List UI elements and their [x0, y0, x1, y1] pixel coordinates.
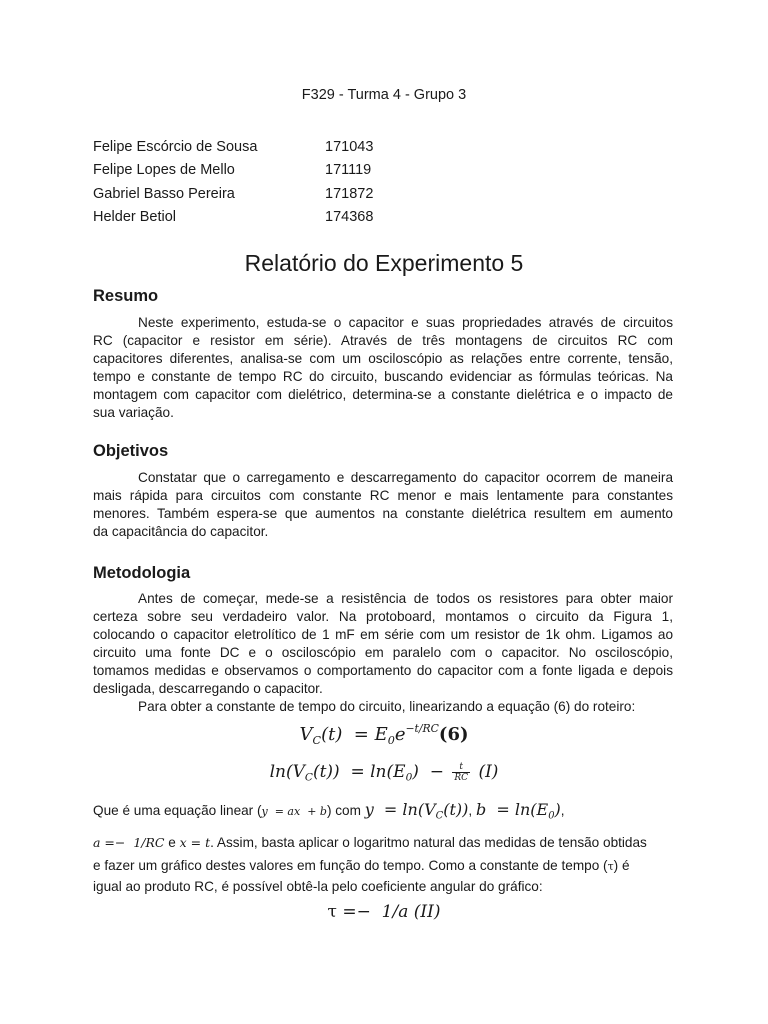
- paragraph-line: Neste experimento, estuda-se o capacitor e suas propriedades através de circuitos: [138, 315, 673, 330]
- product-rc-line: igual ao produto RC, é possível obtê-la pelo coeficiente angular do gráfico:: [93, 879, 543, 894]
- paragraph-line: circuito uma fonte DC e o osciloscópio em paralelo com o capacitor. No osciloscópio,: [93, 645, 673, 660]
- slope-text: . Assim, basta aplicar o logaritmo natural das medidas de tensão obtidas: [210, 835, 647, 850]
- author-name: Felipe Escórcio de Sousa: [93, 138, 258, 155]
- equation-II: τ =− 1/a (II): [327, 902, 441, 922]
- slope-definition-line: a =− 1/RC e x = t. Assim, basta aplicar o logaritmo natural das medidas de tensão obtidas: [93, 835, 647, 850]
- paragraph-line: certeza sobre seu verdadeiro valor. Na protoboard, montamos o circuito da Figura 1,: [93, 609, 673, 624]
- paragraph-line: tempo e constante de tempo RC do circuito, buscando evidenciar as fórmulas teóricas. Na: [93, 369, 673, 384]
- equation-6-label: (6): [438, 724, 469, 746]
- equation-6: $V_C(t) = E_0e^{-t/RC}(6)$: [299, 722, 469, 747]
- author-row: [93, 135, 373, 159]
- author-name: Gabriel Basso Pereira: [93, 185, 235, 202]
- author-id: 171119: [325, 162, 372, 179]
- author-id: 174368: [325, 209, 374, 226]
- paragraph-line: desligada, descarregando o capacitor.: [93, 681, 323, 696]
- author-name: Felipe Lopes de Mello: [93, 162, 235, 179]
- resumo-paragraph: [93, 314, 673, 422]
- author-list: [93, 135, 373, 229]
- linear-equation-line: Que é uma equação linear (y = ax + b) com $y = \ln(V_C(t))$, $b = \ln(E_0)$,: [93, 800, 565, 822]
- time-constant-text: ) é: [613, 858, 630, 873]
- paragraph-line: da capacitância do capacitor.: [93, 524, 269, 539]
- equation-II-label: (II): [413, 902, 441, 922]
- paragraph-line: mais rápida para circuitos com constante RC menor e mais lentamente para constantes: [93, 488, 673, 503]
- paragraph-line: Constatar que o carregamento e descarregamento do capacitor ocorrem de maneira: [138, 470, 673, 485]
- objetivos-paragraph: [93, 469, 673, 541]
- author-row: [93, 206, 373, 230]
- document-title: Relatório do Experimento 5: [244, 250, 524, 276]
- author-id: 171043: [325, 138, 374, 155]
- author-row: [93, 182, 373, 206]
- metodologia-heading: Metodologia: [93, 564, 191, 582]
- paragraph-line: RC (capacitor e resistor em série). Através de três montagens de circuitos RC com: [93, 333, 673, 348]
- author-name: Helder Betiol: [93, 209, 177, 226]
- paragraph-line: colocando o capacitor eletrolítico de 1 mF em série com um resistor de 1k ohm. Ligamos ao: [93, 627, 673, 642]
- metodologia-paragraph: [93, 590, 673, 716]
- objetivos-heading: Objetivos: [93, 442, 169, 460]
- time-constant-text: e fazer um gráfico destes valores em função do tempo. Como a constante de tempo (: [93, 858, 608, 873]
- paragraph-line: menores. Também espera-se que aumentos na constante dielétrica resultem em aumento: [93, 506, 673, 521]
- conj-text: e: [164, 835, 180, 850]
- resumo-heading: Resumo: [93, 287, 159, 305]
- paragraph-line: sua variação.: [93, 405, 174, 420]
- author-id: 171872: [325, 185, 374, 202]
- paragraph-line: capacitores diferentes, analisa-se com um osciloscópio as relações entre corrente, tensão,: [93, 351, 673, 366]
- paragraph-line: montagem com capacitor com dielétrico, determina-se a constante dielétrica e o impacto de: [93, 387, 673, 402]
- author-row: [93, 159, 373, 183]
- course-header: F329 - Turma 4 - Grupo 3: [301, 87, 467, 103]
- linear-text: ) com: [326, 803, 365, 818]
- paragraph-line: tomamos medidas e observamos o comportamento do capacitor com a fonte ligada e depois: [93, 663, 673, 678]
- paragraph-line: Para obter a constante de tempo do circuito, linearizando a equação (6) do roteiro:: [138, 699, 636, 714]
- equation-I: $\ln(V_C(t)) = \ln(E_0)$ − $\frac{t}{RC}$ (I): [269, 762, 499, 784]
- equation-I-label: (I): [478, 762, 499, 782]
- paragraph-line: Antes de começar, mede-se a resistência de todos os resistores para obter maior: [138, 591, 673, 606]
- linear-text: Que é uma equação linear (: [93, 803, 262, 818]
- time-constant-line: e fazer um gráfico destes valores em função do tempo. Como a constante de tempo (τ) é: [93, 858, 630, 873]
